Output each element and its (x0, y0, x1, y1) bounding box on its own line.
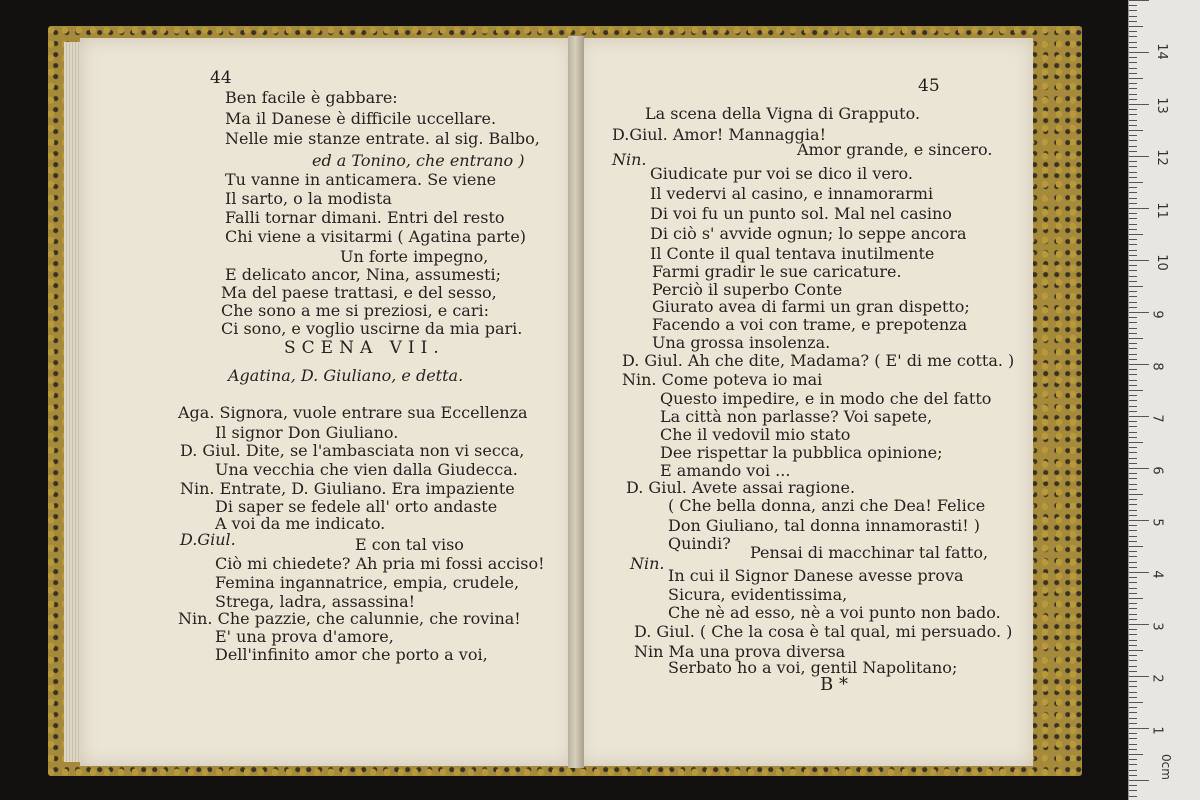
text-line: Dell'infinito amor che porto a voi, (215, 645, 488, 664)
ruler-tick (1129, 52, 1149, 53)
ruler-tick (1129, 728, 1149, 729)
ruler-tick (1129, 88, 1137, 89)
ruler-tick (1129, 36, 1137, 37)
ruler-tick (1129, 104, 1149, 105)
text-line: Ci sono, e voglio uscirne da mia pari. (221, 319, 523, 338)
ruler-tick (1129, 307, 1137, 308)
ruler-number: 8 (1149, 362, 1165, 371)
ruler-tick (1129, 629, 1137, 630)
ruler-tick (1129, 577, 1137, 578)
ruler-tick (1129, 250, 1137, 251)
ruler-tick (1129, 151, 1137, 152)
ruler-tick (1129, 593, 1137, 594)
text-line: D. Giul. Dite, se l'ambasciata non vi secca, (180, 441, 525, 460)
ruler-tick (1129, 239, 1137, 240)
ruler-tick (1129, 177, 1137, 178)
ruler-tick (1129, 499, 1137, 500)
ruler-tick (1129, 598, 1143, 599)
ruler-tick (1129, 520, 1149, 521)
ruler-tick (1129, 276, 1137, 277)
ruler-unit: 0cm (1158, 754, 1173, 780)
ruler-tick (1129, 343, 1137, 344)
speaker-label: Nin. (630, 554, 665, 573)
ruler-number: 7 (1149, 414, 1165, 423)
ruler-tick (1129, 790, 1137, 791)
ruler-tick (1129, 161, 1137, 162)
text-line: Serbato ho a voi, gentil Napolitano; (668, 658, 958, 677)
text-line: Di voi fu un punto sol. Mal nel casino (650, 204, 952, 223)
ruler-tick (1129, 645, 1137, 646)
ruler-tick (1129, 551, 1137, 552)
ruler-tick (1129, 62, 1137, 63)
measuring-ruler (1128, 0, 1200, 800)
text-line: Ben facile è gabbare: (225, 88, 398, 107)
ruler-tick (1129, 99, 1137, 100)
ruler-tick (1129, 614, 1137, 615)
ruler-tick (1129, 707, 1137, 708)
book-gutter (568, 36, 584, 768)
text-line: Femina ingannatrice, empia, crudele, (215, 573, 520, 592)
scene-characters: Agatina, D. Giuliano, e detta. (228, 366, 464, 385)
stage-direction: ed a Tonino, che entrano ) (312, 151, 525, 170)
text-line: Aga. Signora, vuole entrare sua Eccellenza (178, 403, 528, 422)
ruler-tick (1129, 530, 1137, 531)
ruler-tick (1129, 468, 1149, 469)
ruler-tick (1129, 671, 1137, 672)
text-line: Strega, ladra, assassina! (215, 592, 416, 611)
ruler-tick (1129, 146, 1137, 147)
ruler-tick (1129, 10, 1137, 11)
ruler-tick (1129, 348, 1137, 349)
ruler-tick (1129, 452, 1137, 453)
text-line: E con tal viso (355, 535, 464, 554)
ruler-tick (1129, 333, 1137, 334)
ruler-tick (1129, 733, 1137, 734)
ruler-tick (1129, 692, 1137, 693)
ruler-tick (1129, 5, 1137, 6)
ruler-tick (1129, 16, 1137, 17)
ruler-tick (1129, 21, 1137, 22)
ruler-tick (1129, 286, 1143, 287)
ruler-tick (1129, 484, 1137, 485)
text-line: Questo impedire, e in modo che del fatto (660, 389, 992, 408)
text-line: Facendo a voi con trame, e prepotenza (652, 315, 968, 334)
signature-mark: B * (820, 674, 848, 695)
ruler-tick (1129, 718, 1137, 719)
ruler-tick (1129, 738, 1137, 739)
text-line: D. Giul. ( Che la cosa è tal qual, mi persuado. ) (634, 622, 1013, 641)
ruler-tick (1129, 619, 1137, 620)
ruler-number: 1 (1149, 726, 1165, 735)
ruler-tick (1129, 140, 1137, 141)
text-line: ( Che bella donna, anzi che Dea! Felice (668, 496, 986, 515)
ruler-tick (1129, 390, 1143, 391)
ruler-tick (1129, 416, 1149, 417)
text-line: Dee rispettar la pubblica opinione; (660, 443, 943, 462)
ruler-tick (1129, 666, 1137, 667)
ruler-tick (1129, 94, 1137, 95)
ruler-number: 11 (1153, 202, 1169, 219)
ruler-number: 9 (1149, 310, 1165, 319)
ruler-tick (1129, 744, 1137, 745)
ruler-tick (1129, 650, 1143, 651)
text-line: Falli tornar dimani. Entri del resto (225, 208, 505, 227)
text-line: Amor grande, e sincero. (797, 140, 993, 159)
text-line: Nin Ma una prova diversa (634, 642, 846, 661)
ruler-tick (1129, 780, 1149, 781)
text-line: Nin. Come poteva io mai (622, 370, 823, 389)
ruler-number: 2 (1149, 674, 1165, 683)
text-line: Ma del paese trattasi, e del sesso, (221, 283, 497, 302)
text-line: Un forte impegno, (340, 247, 489, 266)
ruler-tick (1129, 182, 1143, 183)
ruler-tick (1129, 260, 1149, 261)
ruler-tick (1129, 510, 1137, 511)
ruler-number: 5 (1149, 518, 1165, 527)
ruler-tick (1129, 213, 1137, 214)
ruler-tick (1129, 432, 1137, 433)
ruler-tick (1129, 42, 1137, 43)
ruler-tick (1129, 68, 1137, 69)
ruler-tick (1129, 749, 1137, 750)
text-line: Che sono a me si preziosi, e cari: (221, 301, 489, 320)
text-line: Che nè ad esso, nè a voi punto non bado. (668, 603, 1001, 622)
text-line: Nelle mie stanze entrate. al sig. Balbo, (225, 129, 540, 148)
text-line: Farmi gradir le sue caricature. (652, 262, 902, 281)
text-line: Nin. Entrate, D. Giuliano. Era impaziente (180, 479, 515, 498)
ruler-tick (1129, 135, 1137, 136)
text-line: E delicato ancor, Nina, assumesti; (225, 265, 502, 284)
ruler-tick (1129, 406, 1137, 407)
ruler-tick (1129, 562, 1137, 563)
text-line: Perciò il superbo Conte (652, 280, 843, 299)
ruler-tick (1129, 775, 1137, 776)
ruler-tick (1129, 203, 1137, 204)
text-line: Quindi? (668, 534, 731, 553)
ruler-tick (1129, 426, 1137, 427)
ruler-tick (1129, 546, 1143, 547)
text-line: Giurato avea di farmi un gran dispetto; (652, 297, 970, 316)
ruler-tick (1129, 83, 1137, 84)
ruler-tick (1129, 354, 1137, 355)
ruler-tick (1129, 229, 1137, 230)
ruler-tick (1129, 754, 1143, 755)
ruler-tick (1129, 458, 1137, 459)
left-page-number: 44 (210, 68, 232, 88)
ruler-tick (1129, 489, 1137, 490)
ruler-tick (1129, 338, 1143, 339)
ruler-number: 3 (1149, 622, 1165, 631)
ruler-tick (1129, 296, 1137, 297)
ruler-tick (1129, 697, 1137, 698)
text-line: D.Giul. Amor! Mannaggia! (612, 125, 826, 144)
ruler-tick (1129, 317, 1137, 318)
ruler-tick (1129, 322, 1137, 323)
text-line: Tu vanne in anticamera. Se viene (225, 170, 497, 189)
text-line: La scena della Vigna di Grapputo. (645, 104, 921, 123)
ruler-tick (1129, 120, 1137, 121)
ruler-tick (1129, 255, 1137, 256)
ruler-tick (1129, 447, 1137, 448)
text-line: Di saper se fedele all' orto andaste (215, 497, 498, 516)
ruler-tick (1129, 73, 1137, 74)
text-line: Una vecchia che vien dalla Giudecca. (215, 460, 518, 479)
text-line: A voi da me indicato. (215, 514, 386, 533)
text-line: Il sarto, o la modista (225, 189, 392, 208)
ruler-tick (1129, 312, 1149, 313)
ruler-tick (1129, 686, 1137, 687)
ruler-tick (1129, 109, 1137, 110)
text-line: Giudicate pur voi se dico il vero. (650, 164, 913, 183)
ruler-tick (1129, 198, 1137, 199)
ruler-tick (1129, 57, 1137, 58)
ruler-tick (1129, 270, 1137, 271)
ruler-tick (1129, 634, 1137, 635)
ruler-tick (1129, 224, 1137, 225)
ruler-tick (1129, 125, 1137, 126)
ruler-tick (1129, 208, 1149, 209)
text-line: Ma il Danese è difficile uccellare. (225, 109, 497, 128)
text-line: Ciò mi chiedete? Ah pria mi fossi acciso! (215, 554, 545, 573)
ruler-tick (1129, 676, 1149, 677)
text-line: Che il vedovil mio stato (660, 425, 851, 444)
ruler-tick (1129, 567, 1137, 568)
ruler-tick (1129, 572, 1149, 573)
ruler-number: 6 (1149, 466, 1165, 475)
ruler-tick (1129, 702, 1143, 703)
ruler-tick (1129, 421, 1137, 422)
ruler-tick (1129, 156, 1149, 157)
ruler-tick (1129, 359, 1137, 360)
ruler-number: 10 (1153, 254, 1169, 271)
text-line: Pensai di macchinar tal fatto, (750, 543, 989, 562)
ruler-tick (1129, 0, 1149, 1)
ruler-tick (1129, 234, 1143, 235)
ruler-tick (1129, 463, 1137, 464)
ruler-tick (1129, 796, 1137, 797)
ruler-tick (1129, 364, 1149, 365)
ruler-tick (1129, 400, 1137, 401)
ruler-tick (1129, 374, 1137, 375)
text-line: D. Giul. Ah che dite, Madama? ( E' di me cotta. ) (622, 351, 1015, 370)
text-line: Il vedervi al casino, e innamorarmi (650, 184, 934, 203)
ruler-number: 13 (1153, 97, 1169, 114)
ruler-tick (1129, 536, 1137, 537)
ruler-tick (1129, 473, 1137, 474)
speaker-label: Nin. (612, 150, 647, 169)
ruler-tick (1129, 655, 1137, 656)
ruler-tick (1129, 291, 1137, 292)
ruler-tick (1129, 192, 1137, 193)
speaker-label: D.Giul. (180, 530, 236, 549)
ruler-tick (1129, 712, 1137, 713)
text-line: Sicura, evidentissima, (668, 585, 848, 604)
ruler-tick (1129, 172, 1137, 173)
ruler-tick (1129, 478, 1137, 479)
ruler-tick (1129, 380, 1137, 381)
ruler-tick (1129, 660, 1137, 661)
ruler-tick (1129, 411, 1137, 412)
ruler-tick (1129, 130, 1143, 131)
text-line: Il Conte il qual tentava inutilmente (650, 244, 935, 263)
text-line: Di ciò s' avvide ognun; lo seppe ancora (650, 224, 967, 243)
text-line: Chi viene a visitarmi ( Agatina parte) (225, 227, 527, 246)
text-line: La città non parlasse? Voi sapete, (660, 407, 933, 426)
ruler-tick (1129, 603, 1137, 604)
ruler-tick (1129, 114, 1137, 115)
text-line: Don Giuliano, tal donna innamorasti! ) (668, 516, 980, 535)
ruler-tick (1129, 395, 1137, 396)
ruler-tick (1129, 78, 1143, 79)
text-line: Una grossa insolenza. (652, 333, 831, 352)
text-line: Nin. Che pazzie, che calunnie, che rovina! (178, 609, 521, 628)
ruler-tick (1129, 541, 1137, 542)
text-line: D. Giul. Avete assai ragione. (626, 478, 856, 497)
ruler-tick (1129, 442, 1143, 443)
ruler-tick (1129, 770, 1137, 771)
ruler-tick (1129, 385, 1137, 386)
text-line: Il signor Don Giuliano. (215, 423, 399, 442)
ruler-tick (1129, 31, 1137, 32)
ruler-tick (1129, 525, 1137, 526)
ruler-tick (1129, 723, 1137, 724)
ruler-tick (1129, 328, 1137, 329)
ruler-tick (1129, 369, 1137, 370)
ruler-tick (1129, 265, 1137, 266)
ruler-tick (1129, 759, 1137, 760)
ruler-tick (1129, 26, 1143, 27)
ruler-number: 14 (1153, 43, 1169, 60)
ruler-tick (1129, 556, 1137, 557)
ruler-tick (1129, 437, 1137, 438)
ruler-tick (1129, 582, 1137, 583)
ruler-tick (1129, 494, 1143, 495)
ruler-number: 12 (1153, 149, 1169, 166)
ruler-tick (1129, 624, 1149, 625)
text-line: In cui il Signor Danese avesse prova (668, 566, 964, 585)
ruler-tick (1129, 608, 1137, 609)
ruler-tick (1129, 764, 1137, 765)
ruler-number: 4 (1149, 570, 1165, 579)
text-line: E amando voi ... (660, 461, 791, 480)
ruler-tick (1129, 187, 1137, 188)
ruler-tick (1129, 244, 1137, 245)
ruler-tick (1129, 640, 1137, 641)
ruler-tick (1129, 504, 1137, 505)
text-line: E' una prova d'amore, (215, 627, 394, 646)
ruler-tick (1129, 281, 1137, 282)
scene-heading: SCENA VII. (284, 338, 445, 358)
ruler-tick (1129, 218, 1137, 219)
right-page-number: 45 (918, 76, 940, 96)
ruler-tick (1129, 785, 1137, 786)
ruler-tick (1129, 515, 1137, 516)
ruler-tick (1129, 166, 1137, 167)
ruler-tick (1129, 47, 1137, 48)
ruler-tick (1129, 302, 1137, 303)
ruler-tick (1129, 681, 1137, 682)
ruler-tick (1129, 588, 1137, 589)
